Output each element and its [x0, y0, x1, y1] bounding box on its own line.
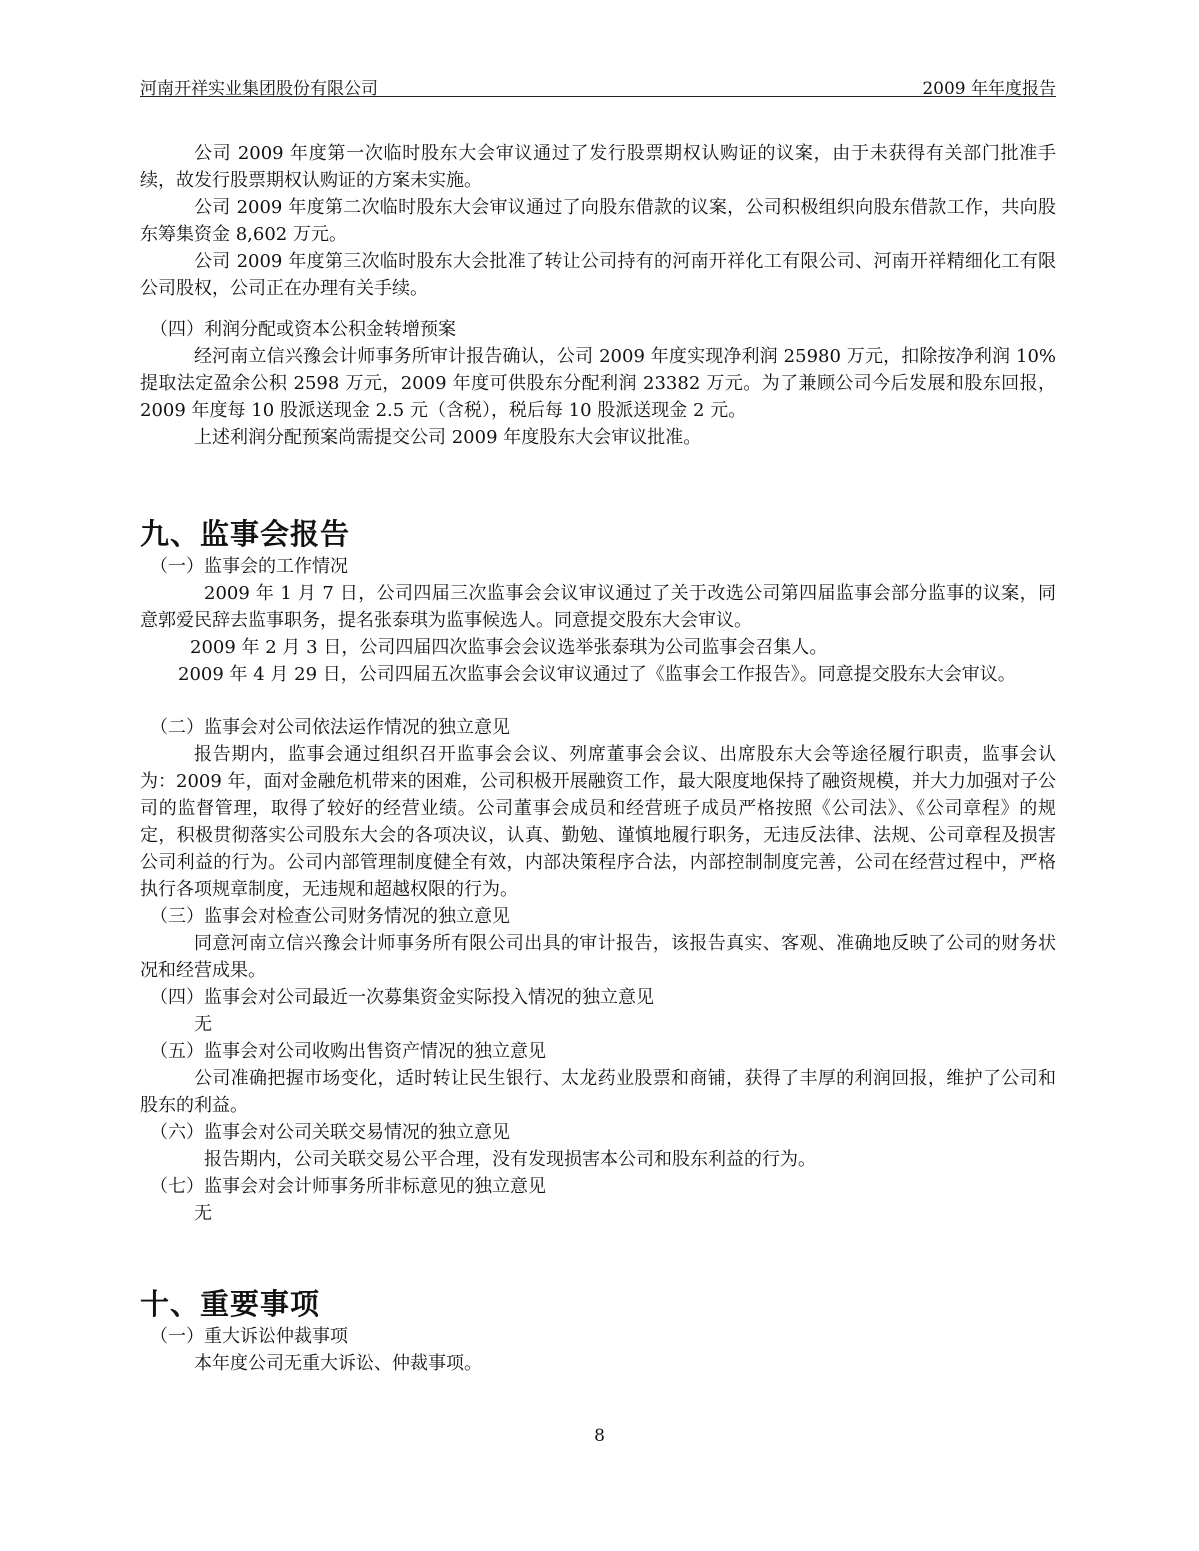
paragraph-fundraising: 无 — [194, 1014, 212, 1035]
paragraph-related-transactions: 报告期内，公司关联交易公平合理，没有发现损害本公司和股东利益的行为。 — [204, 1149, 816, 1170]
paragraph-work-feb: 2009 年 2 月 3 日，公司四届四次监事会会议选举张泰琪为公司监事会召集人。 — [190, 637, 828, 658]
paragraph-legal-operation: 报告期内，监事会通过组织召开监事会会议、列席董事会会议、出席股东大会等途径履行职责，监事会认为：2009 年，面对金融危机带来的困难，公司积极开展融资工作，最大限度地保持了融资规模，并大力加强对子公司的监督管理，取得了较好的经营业绩。公司董事会成员和经营班子成员严格按照《公司法》、《公司章程》的规定，积极贯彻落实公司股东大会的各项决议，认真、勤勉、谨慎地履行职务，无违反法律、法规、公司章程及损害公司利益的行为。公司内部管理制度健全有效，内部决策程序合法，内部控制制度完善，公司在经营过程中，严格执行各项规章制度，无违规和超越权限的行为。 — [140, 744, 1056, 900]
paragraph-work-apr: 2009 年 4 月 29 日，公司四届五次监事会会议审议通过了《监事会工作报告》。同意提交股东大会审议。 — [178, 664, 1016, 685]
header-report-title: 2009 年年度报告 — [922, 79, 1056, 99]
paragraph-nonstandard-opinion: 无 — [194, 1203, 212, 1224]
subsection-title-legal-operation: （二）监事会对公司依法运作情况的独立意见 — [150, 717, 510, 738]
subsection-title-nonstandard-opinion: （七）监事会对会计师事务所非标意见的独立意见 — [150, 1176, 546, 1197]
subsection-title-assets: （五）监事会对公司收购出售资产情况的独立意见 — [150, 1041, 546, 1062]
paragraph-first-meeting: 公司 2009 年度第一次临时股东大会审议通过了发行股票期权认购证的议案，由于未获得有关部门批准手续，故发行股票期权认购证的方案未实施。 — [140, 143, 1056, 191]
section-title-supervisory-report: 九、监事会报告 — [140, 517, 351, 551]
subsection-title-work: （一）监事会的工作情况 — [150, 556, 348, 577]
subsection-title-fundraising: （四）监事会对公司最近一次募集资金实际投入情况的独立意见 — [150, 987, 654, 1008]
page-number: 8 — [594, 1426, 605, 1446]
page-content — [140, 140, 1056, 1377]
paragraph-financial: 同意河南立信兴豫会计师事务所有限公司出具的审计报告，该报告真实、客观、准确地反映了公司的财务状况和经营成果。 — [140, 933, 1056, 981]
paragraph-profit-distribution: 经河南立信兴豫会计师事务所审计报告确认，公司 2009 年度实现净利润 25980 万元，扣除按净利润 10%提取法定盈余公积 2598 万元，2009 年度可供股东分配利润 23382 万元。为了兼顾公司今后发展和股东回报，2009 年度每 10 股派送现金 2.5 元（含税），税后每 10 股派送现金 2 元。 — [140, 346, 1056, 421]
header-company-name: 河南开祥实业集团股份有限公司 — [140, 79, 378, 99]
subsection-title-related-transactions: （六）监事会对公司关联交易情况的独立意见 — [150, 1122, 510, 1143]
subsection-title-financial: （三）监事会对检查公司财务情况的独立意见 — [150, 906, 510, 927]
section-title-important-matters: 十、重要事项 — [140, 1287, 321, 1321]
paragraph-distribution-approval: 上述利润分配预案尚需提交公司 2009 年度股东大会审议批准。 — [194, 427, 702, 448]
paragraph-third-meeting: 公司 2009 年度第三次临时股东大会批准了转让公司持有的河南开祥化工有限公司、河南开祥精细化工有限公司股权，公司正在办理有关手续。 — [140, 251, 1056, 299]
paragraph-work-jan: 2009 年 1 月 7 日，公司四届三次监事会会议审议通过了关于改选公司第四届监事会部分监事的议案，同意郭爱民辞去监事职务，提名张泰琪为监事候选人。同意提交股东大会审议。 — [140, 583, 1056, 631]
paragraph-assets: 公司准确把握市场变化，适时转让民生银行、太龙药业股票和商铺，获得了丰厚的利润回报，维护了公司和股东的利益。 — [140, 1068, 1056, 1116]
subsection-title-litigation: （一）重大诉讼仲裁事项 — [150, 1326, 348, 1347]
subsection-title-profit-distribution: （四）利润分配或资本公积金转增预案 — [150, 319, 456, 340]
paragraph-litigation: 本年度公司无重大诉讼、仲裁事项。 — [194, 1353, 482, 1374]
paragraph-second-meeting: 公司 2009 年度第二次临时股东大会审议通过了向股东借款的议案，公司积极组织向股东借款工作，共向股东筹集资金 8,602 万元。 — [140, 197, 1056, 245]
page-header — [140, 66, 1056, 97]
